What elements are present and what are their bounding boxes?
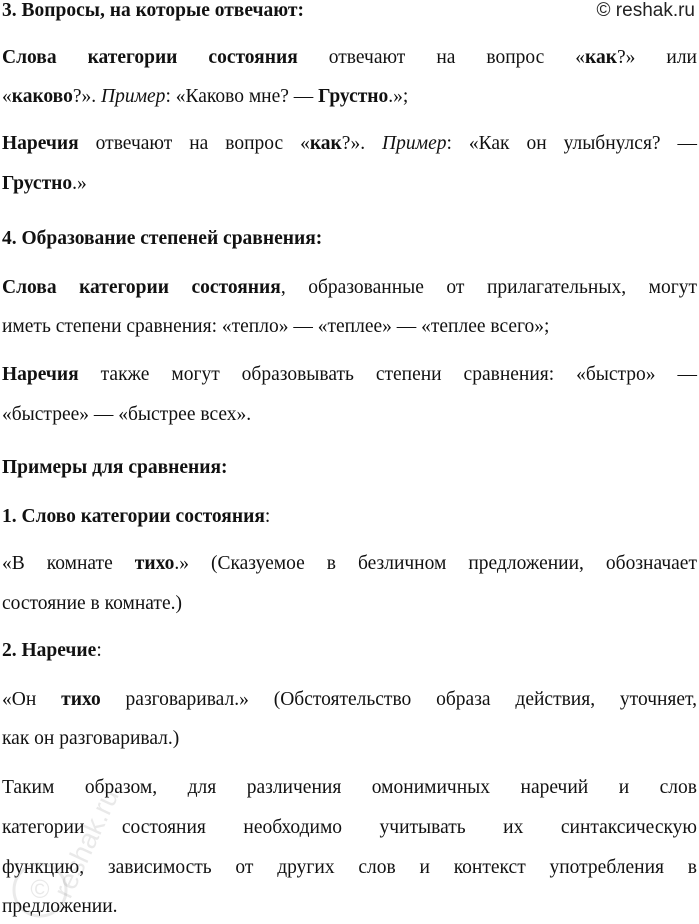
example-1-heading: 1. Слово категории состояния: <box>2 506 271 527</box>
s3-p1-line1: Слова категории состояния отвечают на вопрос «как?» или <box>2 47 697 68</box>
svg-text:reshak.ru: reshak.ru <box>47 783 125 903</box>
examples-heading: Примеры для сравнения: <box>2 457 228 478</box>
section-4-heading: 4. Образование степеней сравнения: <box>2 228 323 249</box>
conclusion-line2: категории состояния необходимо учитывать их синтаксическую <box>2 817 697 838</box>
conclusion-line1: Таким образом, для различения омонимичных наречий и слов <box>2 777 697 798</box>
s4-p1-line2: иметь степени сравнения: «тепло» — «теплее» — «теплее всего»; <box>2 316 550 337</box>
example-2-heading: 2. Наречие: <box>2 640 102 661</box>
s4-p2-line2: «быстрее» — «быстрее всех». <box>2 404 252 425</box>
s3-p2-line1: Наречия отвечают на вопрос «как?». Пример: «Как он улыбнулся? — <box>2 133 698 154</box>
s3-p2-line2: Грустно.» <box>2 173 87 194</box>
s4-p2-line1: Наречия также могут образовывать степени сравнения: «быстро» — <box>2 364 697 385</box>
section-3-heading: 3. Вопросы, на которые отвечают: <box>2 0 304 21</box>
conclusion-line4: предложении. <box>2 896 118 917</box>
svg-text:©: © <box>30 874 50 904</box>
s4-p1-line1: Слова категории состояния, образованные от прилагательных, могут <box>2 277 697 298</box>
example-1-line1: «В комнате тихо.» (Сказуемое в безличном предложении, обозначает <box>2 553 697 574</box>
copyright-label: © reshak.ru <box>596 0 695 21</box>
conclusion-line3: функцию, зависимость от других слов и контекст употребления в <box>2 857 697 878</box>
s3-p1-line2: «каково?». Пример: «Каково мне? — Грустно.»; <box>2 86 409 107</box>
example-2-line1: «Он тихо разговаривал.» (Обстоятельство образа действия, уточняет, <box>2 689 697 710</box>
example-2-line2: как он разговаривал.) <box>2 728 180 749</box>
example-1-line2: состояние в комнате.) <box>2 593 182 614</box>
